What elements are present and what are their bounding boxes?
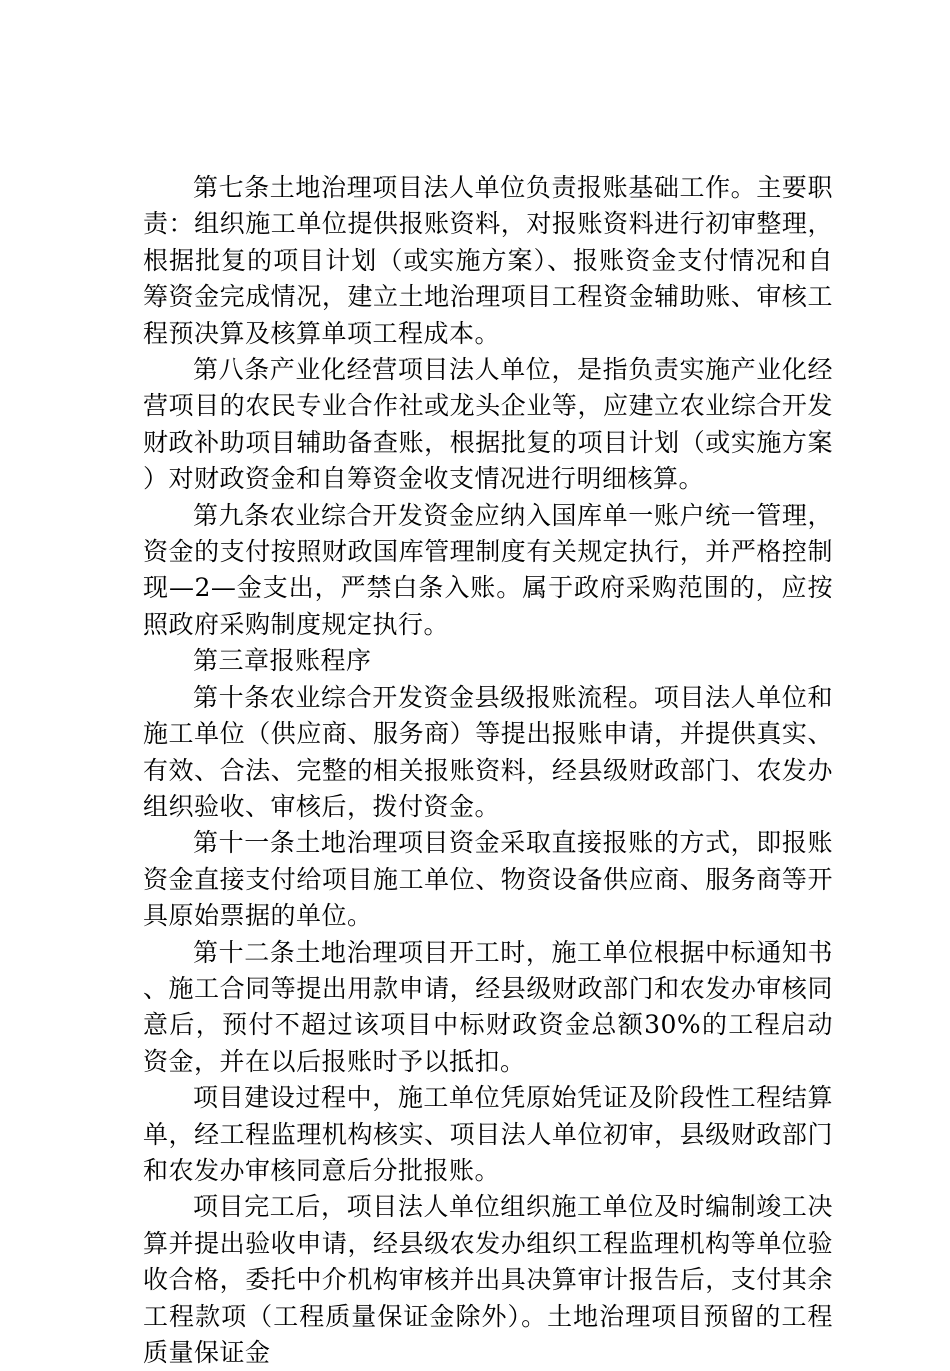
paragraph-article-11: 第十一条土地治理项目资金采取直接报账的方式，即报账资金直接支付给项目施工单位、物资设备供应商、服务商等开具原始票据的单位。 [143,828,833,931]
chapter-heading: 第三章报账程序 [193,646,372,676]
paragraph-article-12: 第十二条土地治理项目开工时，施工单位根据中标通知书、施工合同等提出用款申请，经县级财政部门和农发办审核同意后，预付不超过该项目中标财政资金总额30%的工程启动资金，并在以后报账时予以抵扣。 [143,937,833,1076]
paragraph-article-7: 第七条土地治理项目法人单位负责报账基础工作。主要职责：组织施工单位提供报账资料，对报账资料进行初审整理，根据批复的项目计划（或实施方案）、报账资金支付情况和自筹资金完成情况，建立土地治理项目工程资金辅助账、审核工程预决算及核算单项工程成本。 [143,173,833,348]
paragraph-construction-process: 项目建设过程中，施工单位凭原始凭证及阶段性工程结算单，经工程监理机构核实、项目法人单位初审，县级财政部门和农发办审核同意后分批报账。 [143,1083,833,1185]
paragraph-article-9: 第九条农业综合开发资金应纳入国库单一账户统一管理，资金的支付按照财政国库管理制度有关规定执行，并严格控制现—2—金支出，严禁白条入账。属于政府采购范围的，应按照政府采购制度规定执行。 [143,500,833,639]
paragraph-article-8: 第八条产业化经营项目法人单位，是指负责实施产业化经营项目的农民专业合作社或龙头企业等，应建立农业综合开发财政补助项目辅助备查账，根据批复的项目计划（或实施方案）对财政资金和自筹资金收支情况进行明细核算。 [143,355,833,494]
paragraph-project-completion: 项目完工后，项目法人单位组织施工单位及时编制竣工决算并提出验收申请，经县级农发办组织工程监理机构等单位验收合格，委托中介机构审核并出具决算审计报告后，支付其余工程款项（工程质量保证金除外）。土地治理项目预留的工程质量保证金 [143,1192,833,1367]
paragraph-article-10: 第十条农业综合开发资金县级报账流程。项目法人单位和施工单位（供应商、服务商）等提出报账申请，并提供真实、有效、合法、完整的相关报账资料，经县级财政部门、农发办组织验收、审核后，拨付资金。 [143,682,833,821]
document-body [143,170,833,1371]
